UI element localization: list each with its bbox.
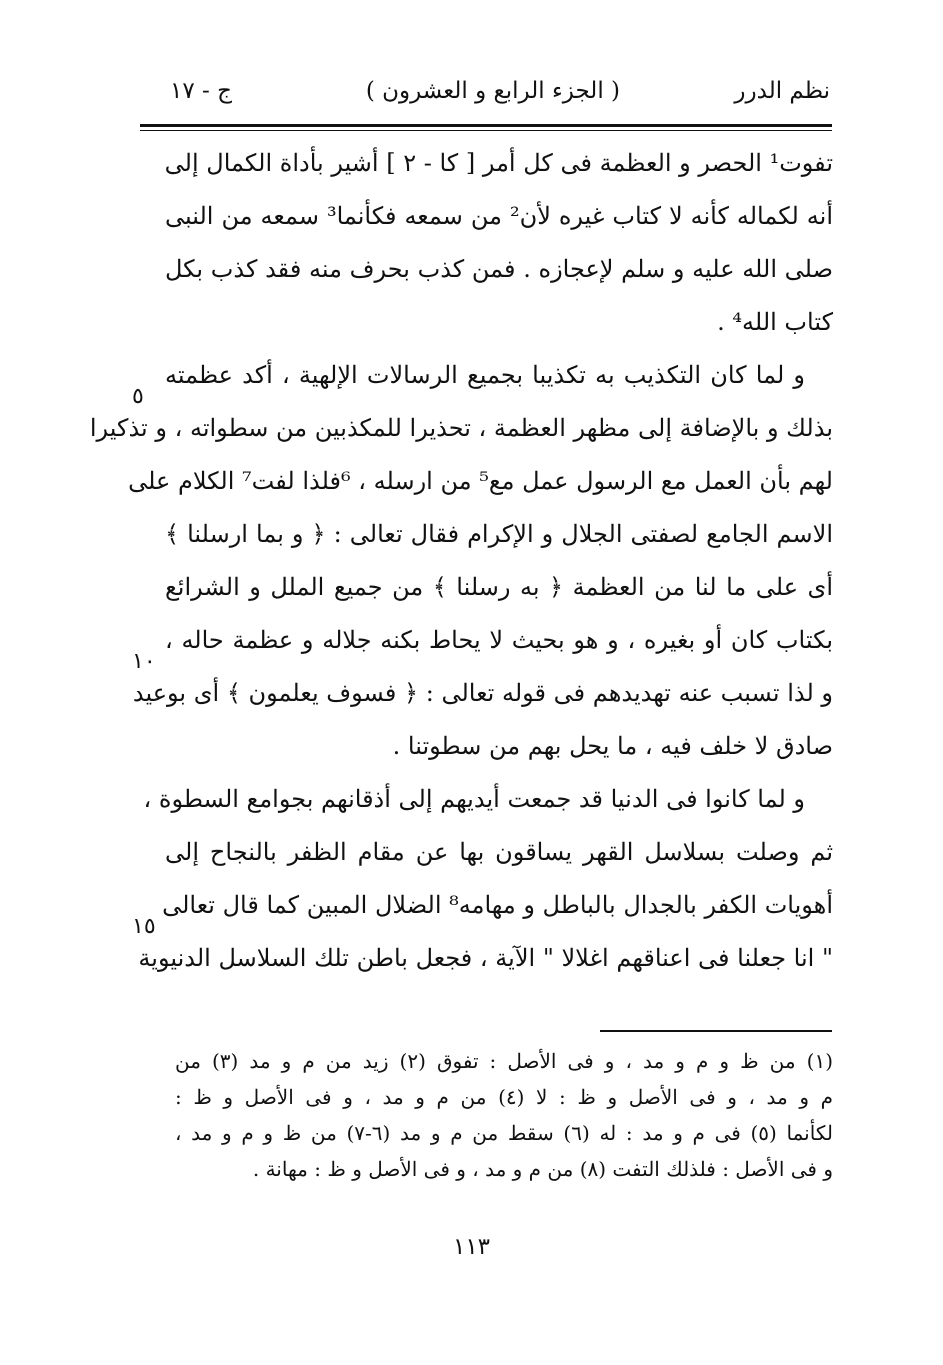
text-line: ثم وصلت بسلاسل القهر يساقون بها عن مقام الظفر بالنجاح إلى (165, 838, 833, 866)
volume-number: ج - ١٧ (170, 78, 232, 104)
text-line: أهويات الكفر بالجدال بالباطل و مهامه⁸ الضلال المبين كما قال تعالى (162, 891, 833, 919)
running-header (140, 78, 830, 118)
footnotes (175, 1043, 833, 1187)
book-title: نظم الدرر (734, 78, 830, 104)
text-line: أى على ما لنا من العظمة ﴿ به رسلنا ﴾ من جميع الملل و الشرائع (165, 573, 833, 601)
text-line: أنه لكماله كأنه لا كتاب غيره لأن² من سمعه فكأنما³ سمعه من النبى (165, 202, 833, 230)
text-line: صادق لا خلف فيه ، ما يحل بهم من سطوتنا . (392, 732, 833, 760)
text-line: كتاب الله⁴ . (717, 308, 833, 336)
footnote-line: (١) من ظ و م و مد ، و فى الأصل : تفوق (٢) زيد من م و مد (٣) من (175, 1049, 833, 1073)
header-rule-thin (140, 130, 832, 131)
text-line: لهم بأن العمل مع الرسول عمل مع⁵ من ارسله ، ⁶فلذا لفت⁷ الكلام على (128, 467, 833, 495)
text-line: و لما كانوا فى الدنيا قد جمعت أيديهم إلى أذقانهم بجوامع السطوة ، (143, 785, 805, 813)
text-line: تفوت¹ الحصر و العظمة فى كل أمر [ كا - ٢ ] أشير بأداة الكمال إلى (164, 149, 833, 177)
line-number-10: ١٠ (132, 649, 156, 674)
footnote-line: و فى الأصل : فلذلك التفت (٨) من م و مد ، و فى الأصل و ظ : مهانة . (252, 1157, 833, 1181)
header-rule-thick (140, 124, 832, 127)
text-line: صلى الله عليه و سلم لإعجازه . فمن كذب بحرف منه فقد كذب بكل (165, 255, 833, 283)
line-number-15: ١٥ (132, 914, 156, 939)
footnote-rule (600, 1030, 832, 1032)
text-line: و لذا تسبب عنه تهديدهم فى قوله تعالى : ﴿ فسوف يعلمون ﴾ أى بوعيد (132, 679, 833, 707)
text-line: بذلك و بالإضافة إلى مظهر العظمة ، تحذيرا للمكذبين من سطواته ، و تذكيرا (89, 414, 833, 442)
text-line: الاسم الجامع لصفتى الجلال و الإكرام فقال تعالى : ﴿ و بما ارسلنا ﴾ (165, 520, 833, 548)
line-number-5: ٥ (132, 384, 144, 409)
footnote-line: لكأنما (٥) فى م و مد : له (٦) سقط من م و مد (٦-٧) من ظ و م و مد ، (175, 1121, 833, 1145)
page-number: ١١٣ (452, 1234, 491, 1260)
part-title: ( الجزء الرابع و العشرون ) (365, 78, 620, 104)
text-line: و لما كان التكذيب به تكذيبا بجميع الرسالات الإلهية ، أكد عظمته (165, 361, 805, 389)
text-line: بكتاب كان أو بغيره ، و هو بحيث لا يحاط بكنه جلاله و عظمة حاله ، (165, 626, 833, 654)
text-line: " انا جعلنا فى اعناقهم اغلالا " الآية ، فجعل باطن تلك السلاسل الدنيوية (138, 944, 833, 972)
footnote-line: م و مد ، و فى الأصل و ظ : لا (٤) من م و مد ، و فى الأصل و ظ : (175, 1085, 833, 1109)
